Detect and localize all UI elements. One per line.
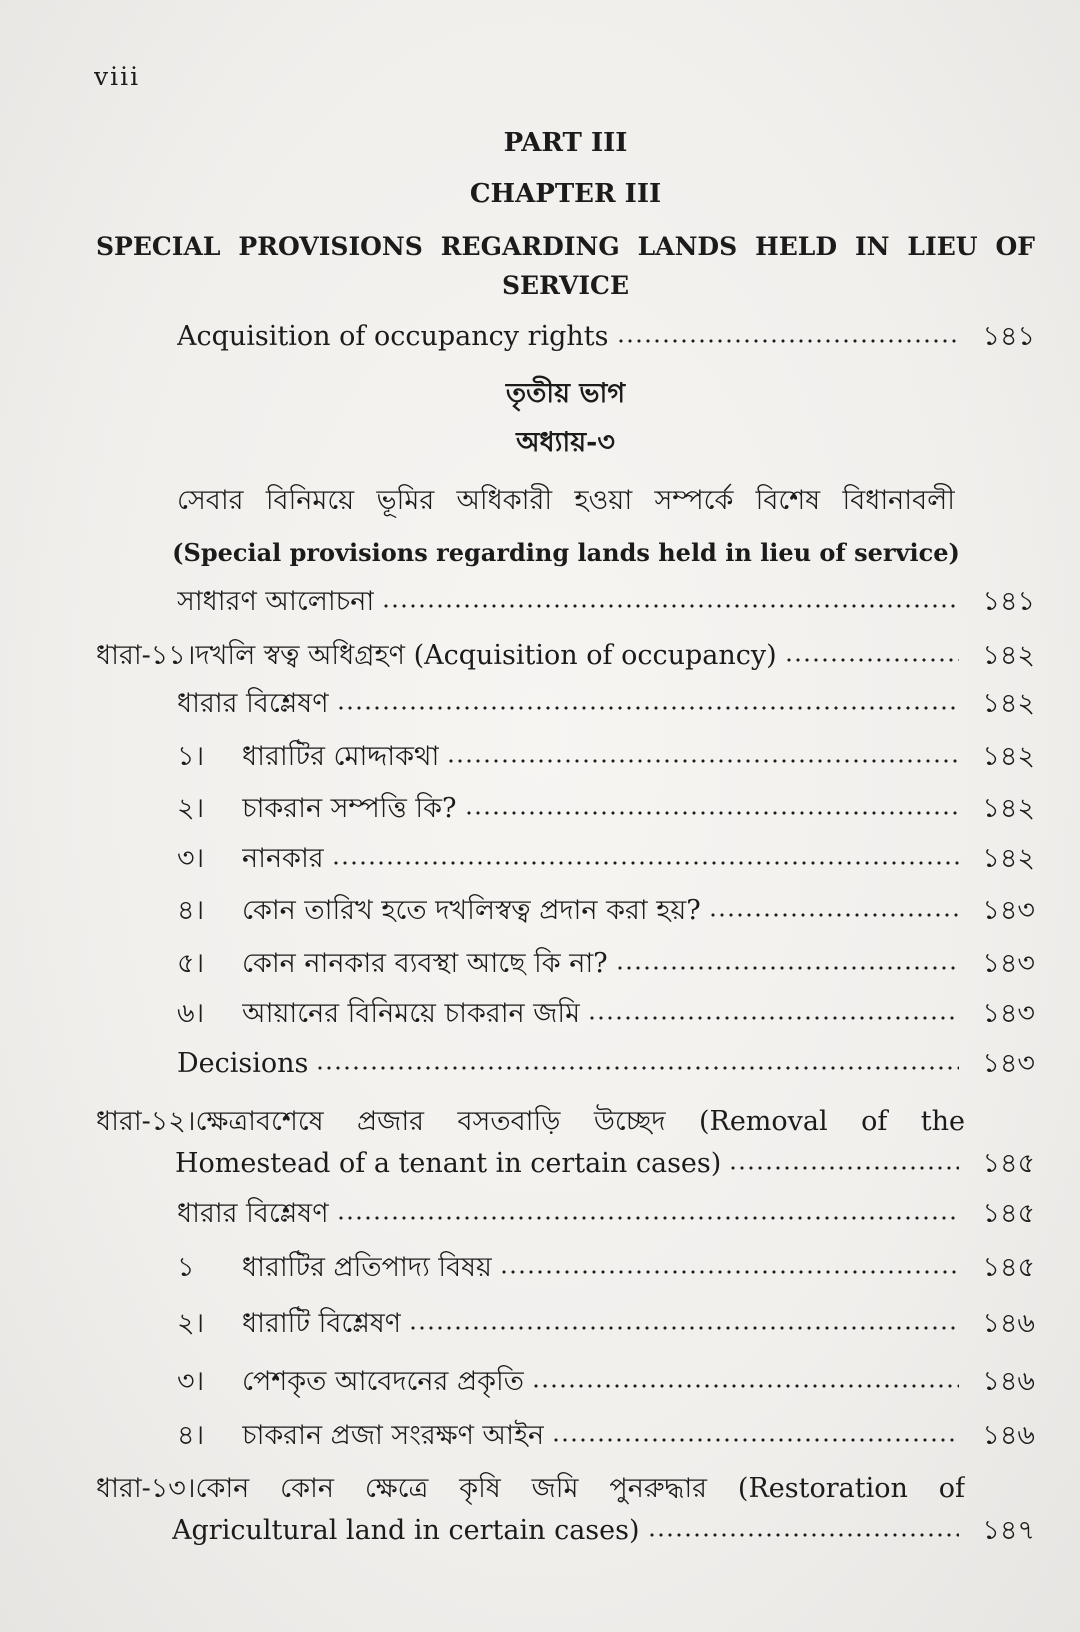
entry-title: ধারাটির প্রতিপাদ্য বিষয়: [242, 1252, 492, 1283]
toc-sub-entry: [177, 892, 1035, 930]
item-number: ৫।: [177, 948, 205, 979]
section-entry-continued: [172, 1512, 1035, 1550]
entry-page-number: ১৪২: [982, 793, 1035, 824]
page-number: viii: [94, 62, 141, 91]
chapter-title-english: (Special provisions regarding lands held in lieu of service): [172, 538, 960, 567]
entry-page-number: ১৪১: [982, 321, 1035, 352]
entry-title: নানকার: [242, 843, 324, 874]
dot-leader: [711, 892, 959, 930]
entry-page-number: ১৪৫: [982, 1148, 1035, 1179]
item-number: ৬।: [177, 998, 205, 1029]
chapter-heading: CHAPTER III: [469, 179, 662, 209]
dot-leader: [411, 1305, 959, 1343]
dot-leader: [534, 1363, 959, 1401]
bangla-chapter-heading: অধ্যায়-৩: [516, 427, 615, 458]
section-entry: [96, 1470, 965, 1508]
section-entry-continued: [175, 1145, 1035, 1183]
dot-leader: [619, 318, 960, 356]
section-title: দখলি স্বত্ব অধিগ্রহণ (Acquisition of occupancy): [195, 640, 777, 671]
section-entry: [96, 637, 1035, 675]
toc-sub-entry: [177, 995, 1035, 1033]
item-number: ৪।: [177, 895, 205, 926]
dot-leader: [787, 637, 959, 675]
entry-page-number: ১৪৬: [982, 1308, 1035, 1339]
entry-title: চাকরান প্রজা সংরক্ষণ আইন: [242, 1420, 545, 1451]
toc-entry: [177, 318, 1035, 356]
dot-leader: [590, 995, 959, 1033]
entry-title: ধারার বিশ্লেষণ: [177, 1198, 329, 1229]
dot-leader: [618, 945, 959, 983]
entry-title: Acquisition of occupancy rights: [177, 321, 609, 352]
entry-page-number: ১৪২: [982, 688, 1035, 719]
section-title-line-1: কোন কোন ক্ষেত্রে কৃষি জমি পুনরুদ্ধার (Restoration of: [195, 1473, 965, 1504]
entry-page-number: ১৪২: [982, 843, 1035, 874]
entry-title: সাধারণ আলোচনা: [177, 586, 375, 617]
dot-leader: [449, 738, 959, 776]
dot-leader: [731, 1145, 959, 1183]
chapter-title-line-1: SPECIAL PROVISIONS REGARDING LANDS HELD IN LIEU OF: [96, 232, 1035, 261]
entry-title: পেশকৃত আবেদনের প্রকৃতি: [242, 1366, 524, 1397]
section-label: ধারা-১৩।: [96, 1473, 196, 1504]
entry-title: আয়ানের বিনিময়ে চাকরান জমি: [242, 998, 581, 1029]
dot-leader: [502, 1249, 959, 1287]
section-title-line-2: Homestead of a tenant in certain cases): [175, 1148, 722, 1179]
entry-title: Decisions: [177, 1048, 309, 1079]
entry-title: কোন তারিখ হতে দখলিস্বত্ব প্রদান করা হয়?: [242, 895, 701, 926]
bangla-part-heading: তৃতীয় ভাগ: [505, 378, 626, 409]
item-number: ২।: [177, 793, 205, 824]
entry-page-number: ১৪৭: [982, 1515, 1035, 1546]
dot-leader: [650, 1512, 959, 1550]
section-title-line-2: Agricultural land in certain cases): [172, 1515, 640, 1546]
toc-sub-entry: [177, 840, 1035, 878]
entry-page-number: ১৪৬: [982, 1366, 1035, 1397]
entry-title: চাকরান সম্পত্তি কি?: [242, 793, 457, 824]
bangla-chapter-title: সেবার বিনিময়ে ভূমির অধিকারী হওয়া সম্পর্কে বিশেষ বিধানাবলী: [177, 485, 955, 516]
section-title-line-1: ক্ষেত্রাবশেষে প্রজার বসতবাড়ি উচ্ছেদ (Removal of the: [195, 1106, 965, 1137]
part-heading: PART III: [503, 128, 628, 158]
item-number: ১।: [177, 741, 205, 772]
toc-sub-entry: [177, 945, 1035, 983]
toc-sub-entry: [177, 1363, 1035, 1401]
chapter-title-line-2: SERVICE: [501, 271, 630, 300]
entry-title: ধারাটির মোদ্দাকথা: [242, 741, 440, 772]
entry-page-number: ১৪৩: [982, 948, 1035, 979]
dot-leader: [384, 583, 959, 621]
dot-leader: [339, 1195, 959, 1233]
toc-sub-entry: [177, 1305, 1035, 1343]
item-number: ৩।: [177, 843, 205, 874]
toc-entry: [177, 685, 1035, 723]
toc-sub-entry: [177, 1249, 1035, 1287]
entry-page-number: ১৪৩: [982, 895, 1035, 926]
dot-leader: [554, 1417, 959, 1455]
item-number: ২।: [177, 1308, 205, 1339]
section-label: ধারা-১২।: [96, 1106, 196, 1137]
entry-page-number: ১৪২: [982, 640, 1035, 671]
dot-leader: [318, 1045, 959, 1083]
entry-page-number: ১৪৩: [982, 1048, 1035, 1079]
section-entry: [96, 1103, 965, 1141]
entry-page-number: ১৪২: [982, 741, 1035, 772]
toc-entry: [177, 1195, 1035, 1233]
entry-title: কোন নানকার ব্যবস্থা আছে কি না?: [242, 948, 608, 979]
entry-page-number: ১৪৫: [982, 1252, 1035, 1283]
dot-leader: [339, 685, 959, 723]
item-number: ১: [177, 1252, 195, 1283]
entry-page-number: ১৪৩: [982, 998, 1035, 1029]
entry-page-number: ১৪৬: [982, 1420, 1035, 1451]
toc-sub-entry: [177, 1417, 1035, 1455]
toc-entry: [177, 1045, 1035, 1083]
entry-page-number: ১৪১: [982, 586, 1035, 617]
item-number: ৪।: [177, 1420, 205, 1451]
section-label: ধারা-১১।: [96, 640, 196, 671]
dot-leader: [467, 790, 960, 828]
toc-sub-entry: [177, 790, 1035, 828]
entry-page-number: ১৪৫: [982, 1198, 1035, 1229]
dot-leader: [334, 840, 959, 878]
entry-title: ধারাটি বিশ্লেষণ: [242, 1308, 402, 1339]
toc-sub-entry: [177, 738, 1035, 776]
toc-entry: [177, 583, 1035, 621]
entry-title: ধারার বিশ্লেষণ: [177, 688, 329, 719]
item-number: ৩।: [177, 1366, 205, 1397]
